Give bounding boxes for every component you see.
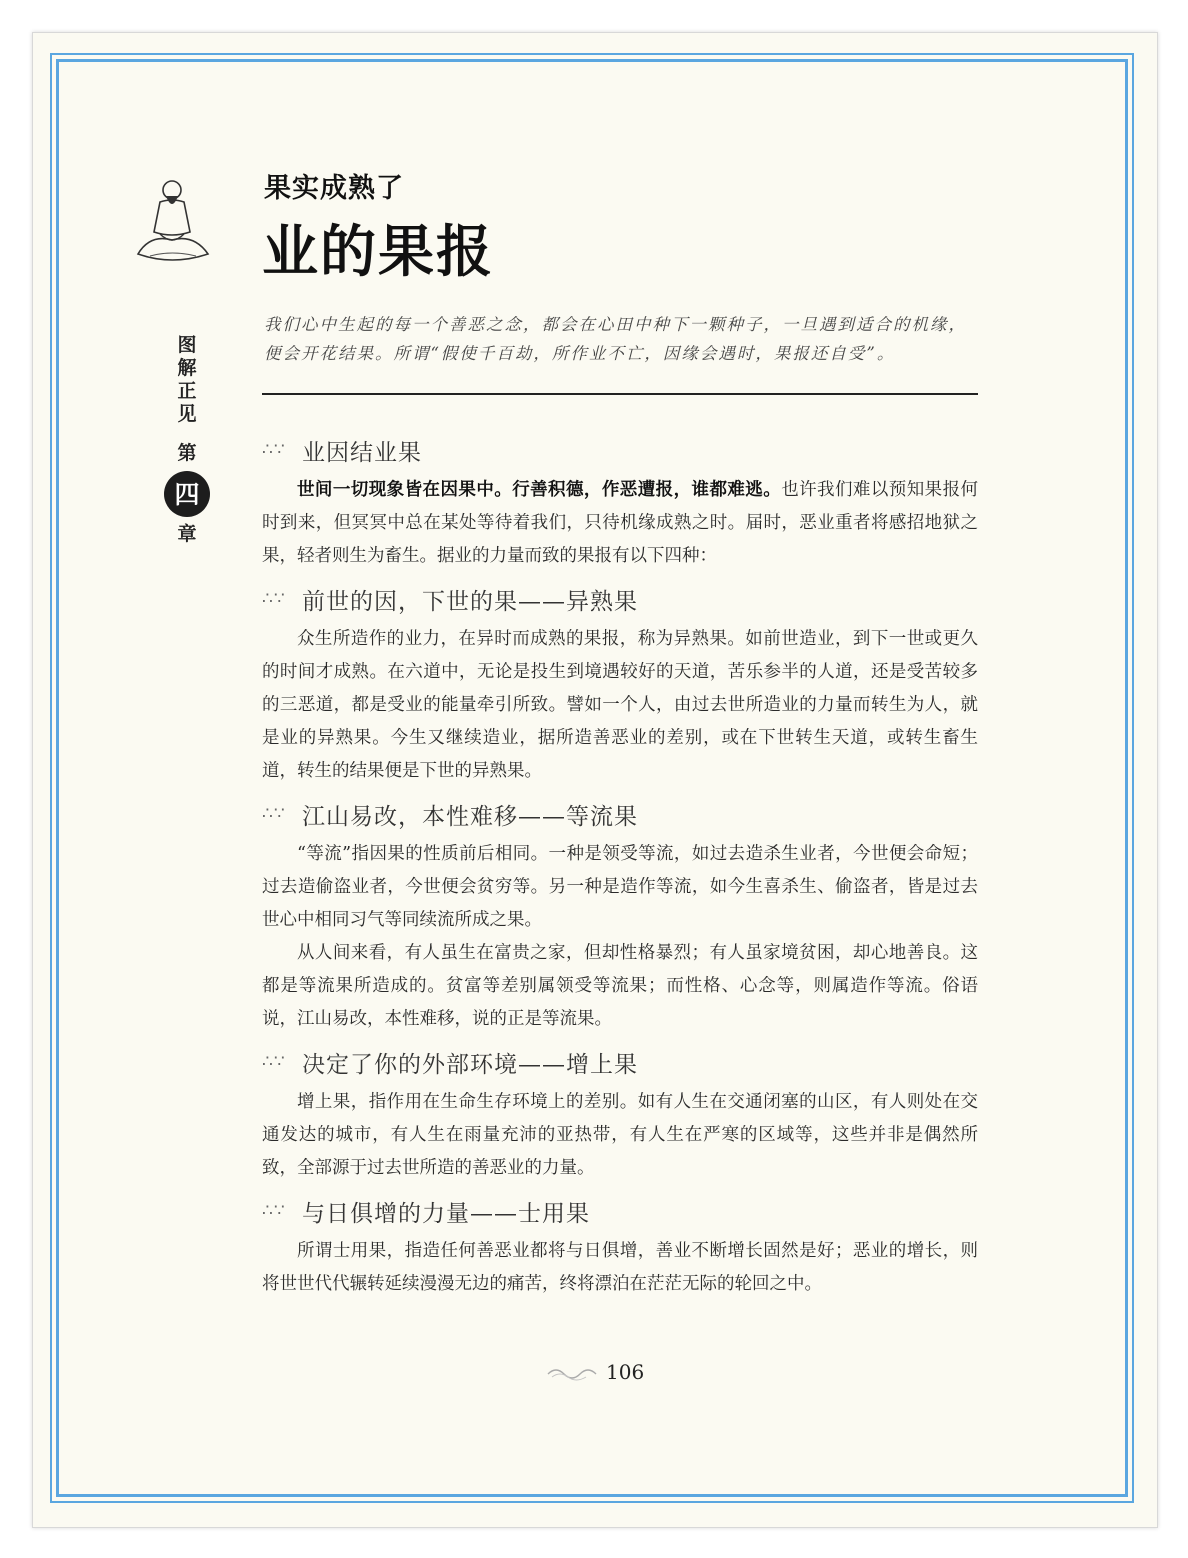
cloud-ornament-icon: ∴∵ <box>262 440 286 460</box>
section-heading <box>262 579 978 619</box>
cloud-ornament-icon: ∴∵ <box>262 1201 286 1221</box>
paragraph-text: 所谓士用果，指造任何善恶业都将与日俱增，善业不断增长固然是好；恶业的增长，则将世世代代辗转延续漫漫无边的痛苦，终将漂泊在茫茫无际的轮回之中。 <box>262 1241 978 1294</box>
page-subtitle: 果实成熟了 <box>264 173 404 204</box>
article-body <box>262 424 978 1301</box>
page-number: 106 <box>606 1360 645 1384</box>
section-paragraph <box>262 1086 978 1185</box>
cloud-ornament-icon <box>546 1362 604 1382</box>
paragraph-text: “等流”指因果的性质前后相同。一种是领受等流，如过去造杀生业者，今世便会命短；过去造偷盗业者，今世便会贫穷等。另一种是造作等流，如今生喜杀生、偷盗者，皆是过去世心中相同习气等同续流所成之果。 <box>262 844 978 930</box>
emphasis-text: 世间一切现象皆在因果中。行善积德，作恶遭报，谁都难逃。 <box>297 480 782 500</box>
paragraph-text: 增上果，指作用在生命生存环境上的差别。如有人生在交通闭塞的山区，有人则处在交通发达的城市，有人生在雨量充沛的亚热带，有人生在严寒的区域等，这些并非是偶然所致，全部源于过去世所造的善恶业的力量。 <box>262 1092 978 1178</box>
book-title-char: 解 <box>177 357 197 379</box>
chapter-suffix: 章 <box>177 523 197 545</box>
book-title-char: 正 <box>177 380 197 402</box>
paragraph-text: 众生所造作的业力，在异时而成熟的果报，称为异熟果。如前世造业，到下一世或更久的时间才成熟。在六道中，无论是投生到境遇较好的天道，苦乐参半的人道，还是受苦较多的三恶道，都是受业的能量牵引所致。譬如一个人，由过去世所造业的力量而转生为人，就是业的异熟果。今生又继续造业，据所造善恶业的差别，或在下世转生天道，或转生畜生道，转生的结果便是下世的异熟果。 <box>262 629 978 781</box>
divider <box>262 393 978 395</box>
section-heading-text: 江山易改，本性难移——等流果 <box>302 803 638 830</box>
chapter-sidebar <box>170 334 204 546</box>
cloud-ornament-icon: ∴∵ <box>262 1052 286 1072</box>
section-heading <box>262 430 978 470</box>
intro-paragraph: 我们心中生起的每一个善恶之念，都会在心田中种下一颗种子，一旦遇到适合的机缘，便会开花结果。所谓“假使千百劫，所作业不亡，因缘会遇时，果报还自受”。 <box>264 315 967 363</box>
section-heading-text: 业因结业果 <box>302 439 422 466</box>
chapter-number-badge: 四 <box>164 471 210 517</box>
section-heading-text: 前世的因，下世的果——异熟果 <box>302 588 638 615</box>
section-paragraph <box>262 937 978 1036</box>
page-title: 业的果报 <box>262 219 494 285</box>
section-heading-text: 决定了你的外部环境——增上果 <box>302 1051 638 1078</box>
section-heading <box>262 1191 978 1231</box>
section-heading-text: 与日俱增的力量——士用果 <box>302 1200 590 1227</box>
book-title-char: 见 <box>177 403 197 425</box>
paragraph-text: 从人间来看，有人虽生在富贵之家，但却性格暴烈；有人虽家境贫困，却心地善良。这都是等流果所造成的。贫富等差别属领受等流果；而性格、心念等，则属造作等流。俗语说，江山易改，本性难移，说的正是等流果。 <box>262 943 978 1029</box>
book-title-char: 图 <box>177 334 197 356</box>
cloud-ornament-icon: ∴∵ <box>262 589 286 609</box>
monk-illustration <box>130 172 214 268</box>
page-footer <box>546 1360 644 1384</box>
section-heading <box>262 794 978 834</box>
section-paragraph <box>262 474 978 573</box>
section-paragraph <box>262 838 978 937</box>
section-paragraph <box>262 1235 978 1301</box>
section-heading <box>262 1042 978 1082</box>
section-paragraph <box>262 623 978 788</box>
paragraph-text: 也许我们难以预知果报何时到来，但冥冥中总在某处等待着我们，只待机缘成熟之时。届时，恶业重者将感招地狱之果，轻者则生为畜生。据业的力量而致的果报有以下四种： <box>262 480 979 566</box>
cloud-ornament-icon: ∴∵ <box>262 804 286 824</box>
chapter-prefix: 第 <box>177 442 197 464</box>
